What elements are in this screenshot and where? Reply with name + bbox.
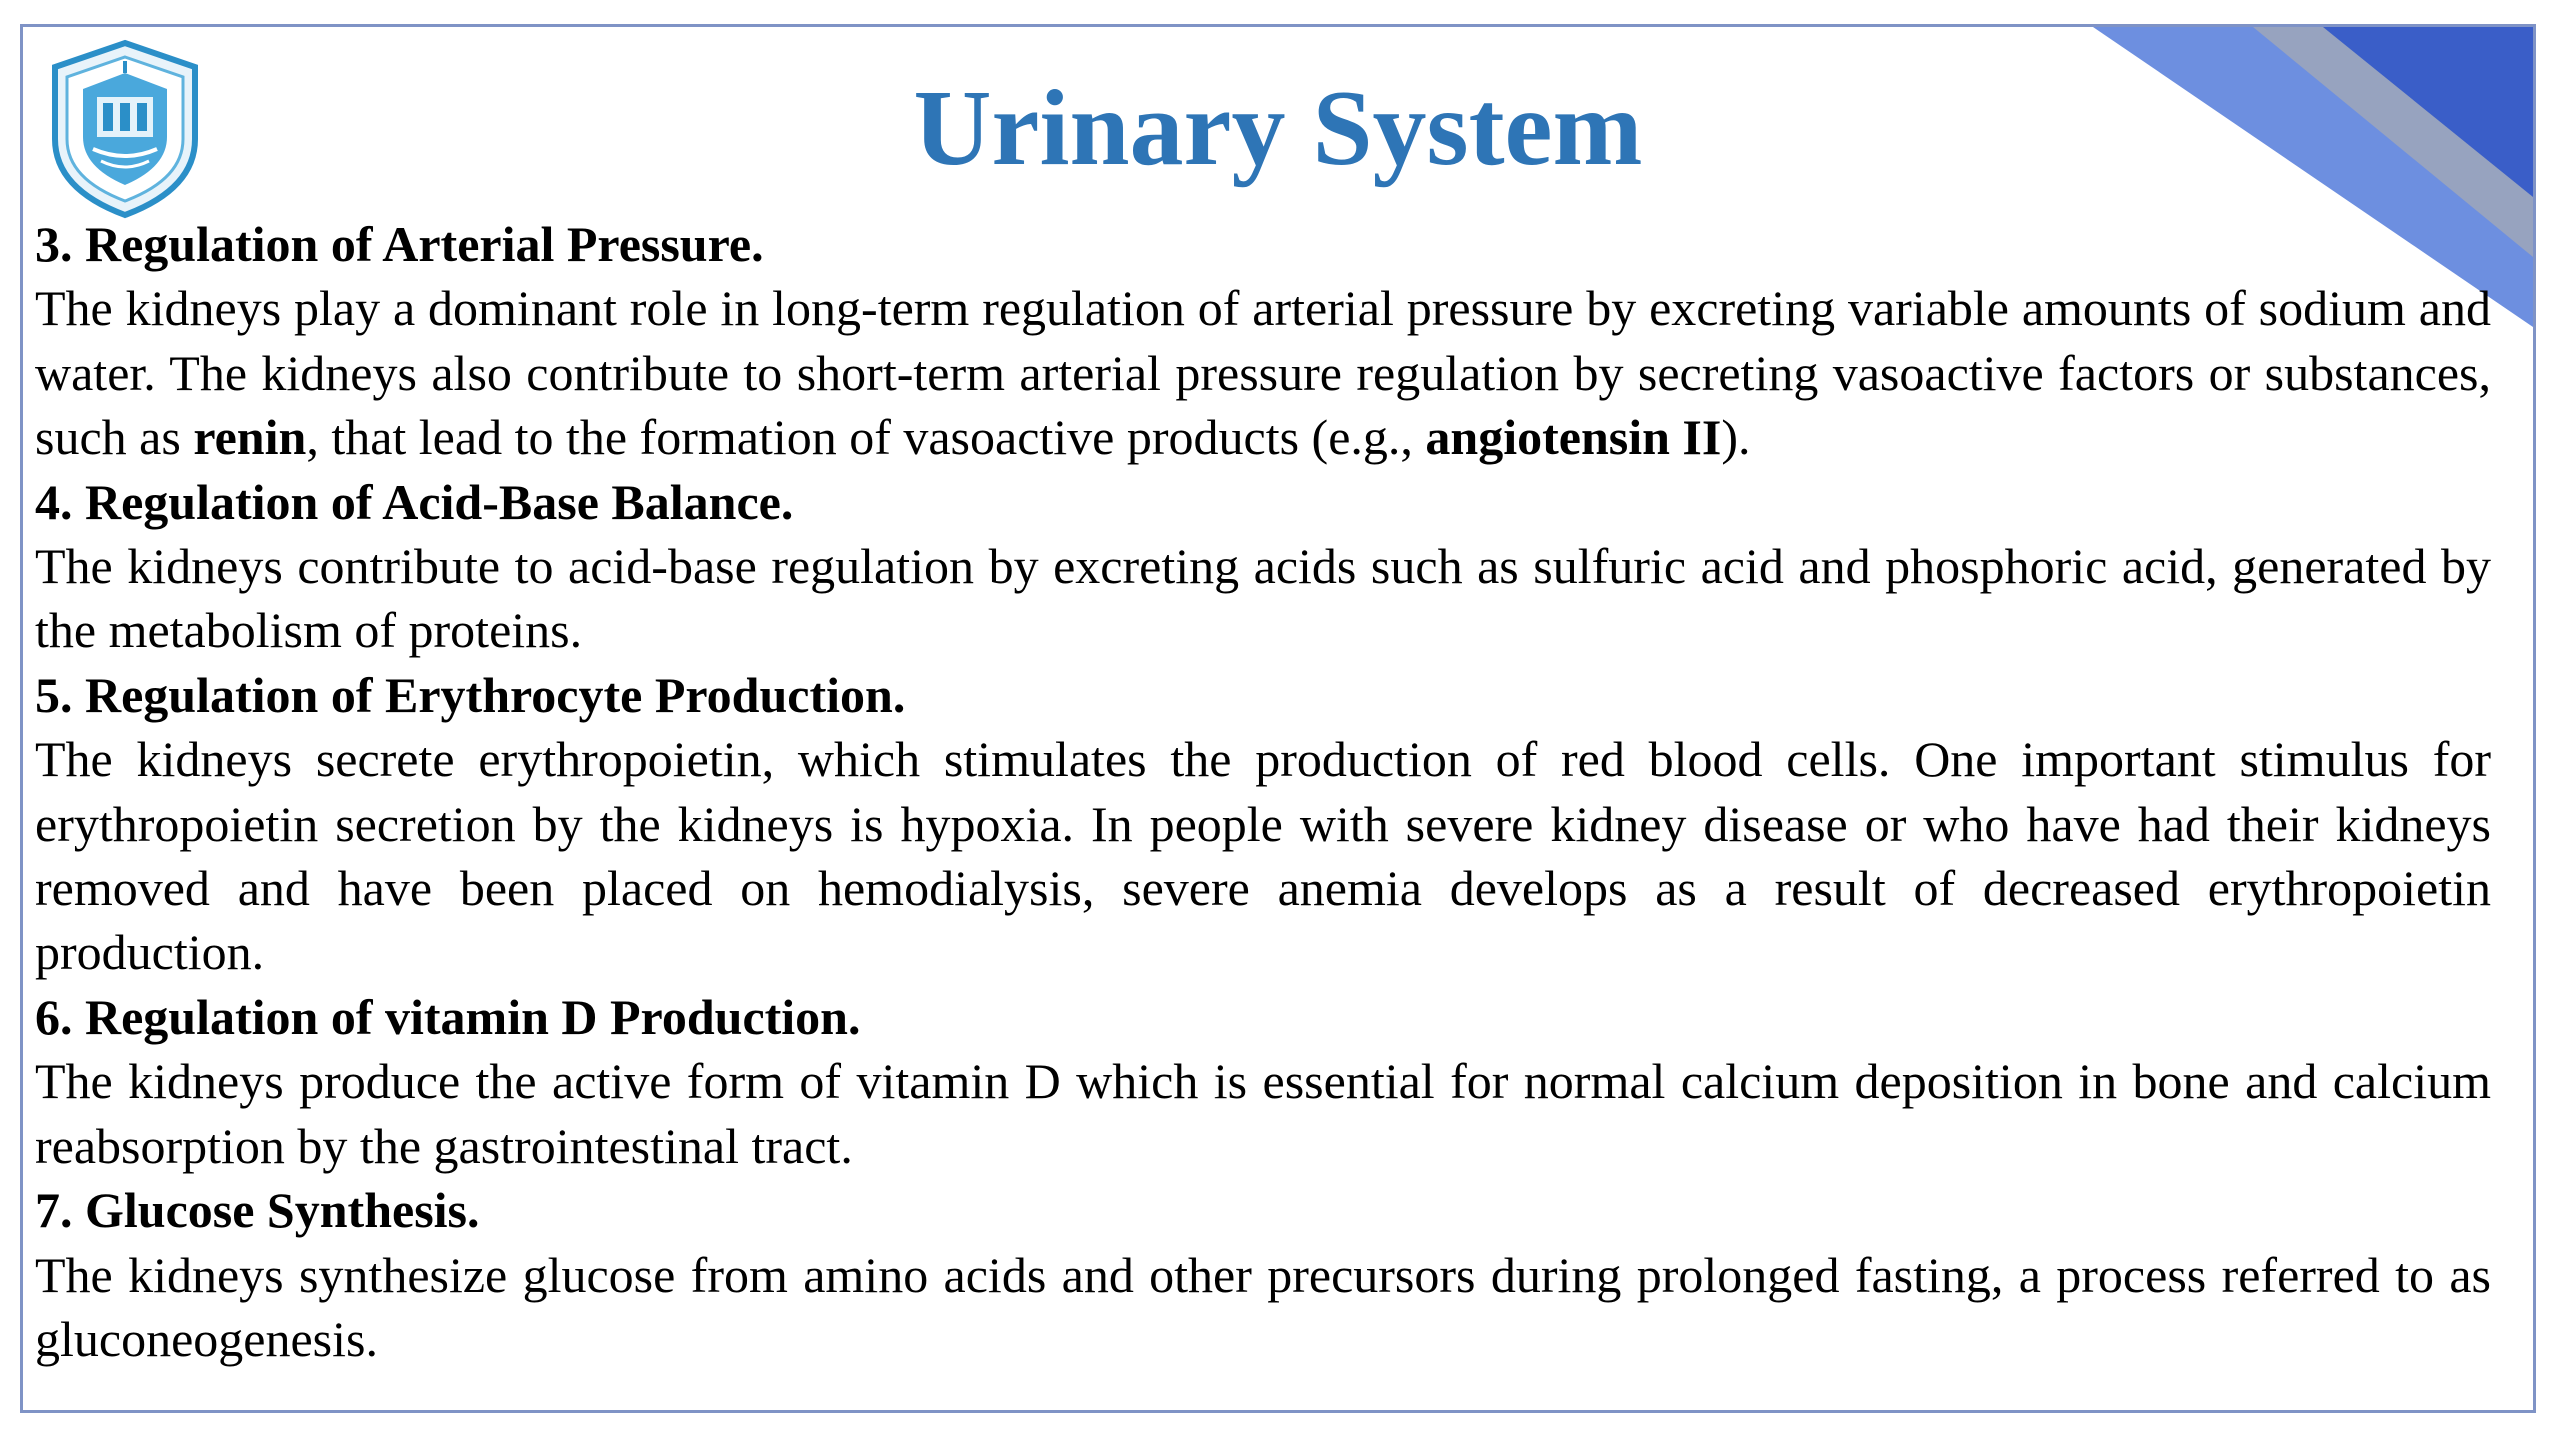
content-body <box>35 212 2491 1371</box>
section-text-part: , that lead to the formation of vasoactive products (e.g., <box>306 409 1426 466</box>
section-heading-arterial-pressure: 3. Regulation of Arterial Pressure. <box>35 216 764 272</box>
section-heading-erythrocyte: 5. Regulation of Erythrocyte Production. <box>35 666 906 723</box>
section-heading-vitamin-d: 6. Regulation of vitamin D Production. <box>35 988 861 1045</box>
keyword-renin: renin <box>193 409 307 466</box>
slide <box>20 24 2536 1413</box>
section-text-erythrocyte: The kidneys secrete erythropoietin, which stimulates the production of red blood cells. One important stimulus for erythropoietin secretion by the kidneys is hypoxia. In people with severe kidney disease or who have had their kidneys removed and have been placed on hemodialysis, severe anemia develops as a result of decreased erythropoietin production. <box>35 731 2491 981</box>
section-text-part: ). <box>1721 409 1751 466</box>
section-text-part: The kidneys play a dominant role in long-term regulation of arterial pressure by excreting variable amounts of sodium and water. The kidneys also contribute to short-term arterial pressure regulation by secreting vasoactive factors or substances, such as <box>35 280 2491 466</box>
section-text-vitamin-d: The kidneys produce the active form of vitamin D which is essential for normal calcium deposition in bone and calcium reabsorption by the gastrointestinal tract. <box>35 1053 2491 1174</box>
section-text-arterial-pressure <box>35 276 2491 469</box>
keyword-angiotensin: angiotensin II <box>1425 409 1722 466</box>
page-title: Urinary System <box>913 69 1643 188</box>
section-text-acid-base: The kidneys contribute to acid-base regulation by excreting acids such as sulfuric acid and phosphoric acid, generated by the metabolism of proteins. <box>35 538 2491 659</box>
section-heading-glucose: 7. Glucose Synthesis. <box>35 1182 480 1239</box>
section-heading-acid-base: 4. Regulation of Acid-Base Balance. <box>35 473 794 530</box>
section-text-glucose: The kidneys synthesize glucose from amino acids and other precursors during prolonged fasting, a process referred to as gluconeogenesis. <box>35 1246 2491 1367</box>
